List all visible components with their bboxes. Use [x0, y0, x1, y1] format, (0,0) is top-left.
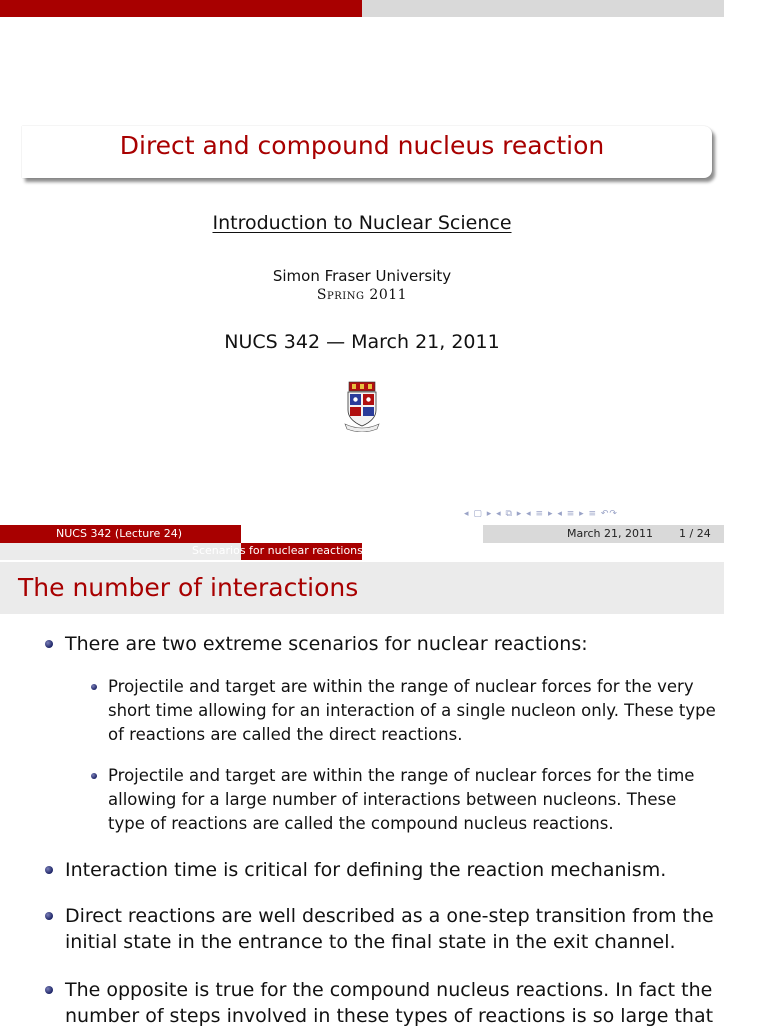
- university-crest-icon: [343, 380, 381, 432]
- top-progress-bar-filled: [0, 0, 362, 17]
- term-year: 2011: [369, 287, 408, 303]
- slide-subtitle: [0, 212, 724, 234]
- slide-title: Direct and compound nucleus reaction: [119, 131, 605, 160]
- footer-course: NUCS 342 (Lecture 24): [56, 527, 183, 540]
- footer-date: March 21, 2011: [567, 527, 654, 540]
- bullet-icon: [45, 866, 53, 874]
- course-date: NUCS 342 — March 21, 2011: [224, 331, 500, 353]
- term-word: Spring: [316, 287, 365, 303]
- institution: Simon Fraser University: [272, 267, 452, 285]
- footer-bar-middle: [241, 525, 483, 543]
- sub-list-item: Projectile and target are within the range of nuclear forces for the time allowing for a large number of interactions between nucleons. These type of reactions are called the compound nucleus reactions.: [108, 766, 695, 833]
- footer-page-number: 1 / 24: [679, 527, 711, 540]
- sub-list-item: Projectile and target are within the range of nuclear forces for the very short time allowing for an interaction of a single nucleon only. These type of reactions are called the direct reactions.: [108, 677, 716, 744]
- list-item: Interaction time is critical for defining the reaction mechanism.: [65, 859, 667, 881]
- beamer-navigation-icons[interactable]: ◂ ▢ ▸ ◂ ⧉ ▸ ◂ ≡ ▸ ◂ ≡ ▸ ≡ ↶↷: [464, 509, 618, 519]
- term: [0, 287, 724, 303]
- bullet-icon: [45, 640, 53, 648]
- footer-section: Scenarios for nuclear reactions: [192, 544, 363, 557]
- bullet-icon: [45, 912, 53, 920]
- list-item: There are two extreme scenarios for nuclear reactions:: [65, 633, 588, 655]
- bullet-icon: [45, 986, 53, 994]
- list-item: Direct reactions are well described as a one-step transition from the initial state in the entrance to the final state in the exit channel.: [65, 905, 714, 953]
- sub-bullet-icon: [91, 684, 97, 690]
- frame-title: The number of interactions: [18, 573, 359, 602]
- top-progress-bar-empty: [362, 0, 724, 17]
- subtitle-text: Introduction to Nuclear Science: [212, 212, 512, 234]
- sub-bullet-icon: [91, 773, 97, 779]
- list-item: The opposite is true for the compound nucleus reactions. In fact the number of steps involved in these types of reactions is so large that: [65, 979, 714, 1027]
